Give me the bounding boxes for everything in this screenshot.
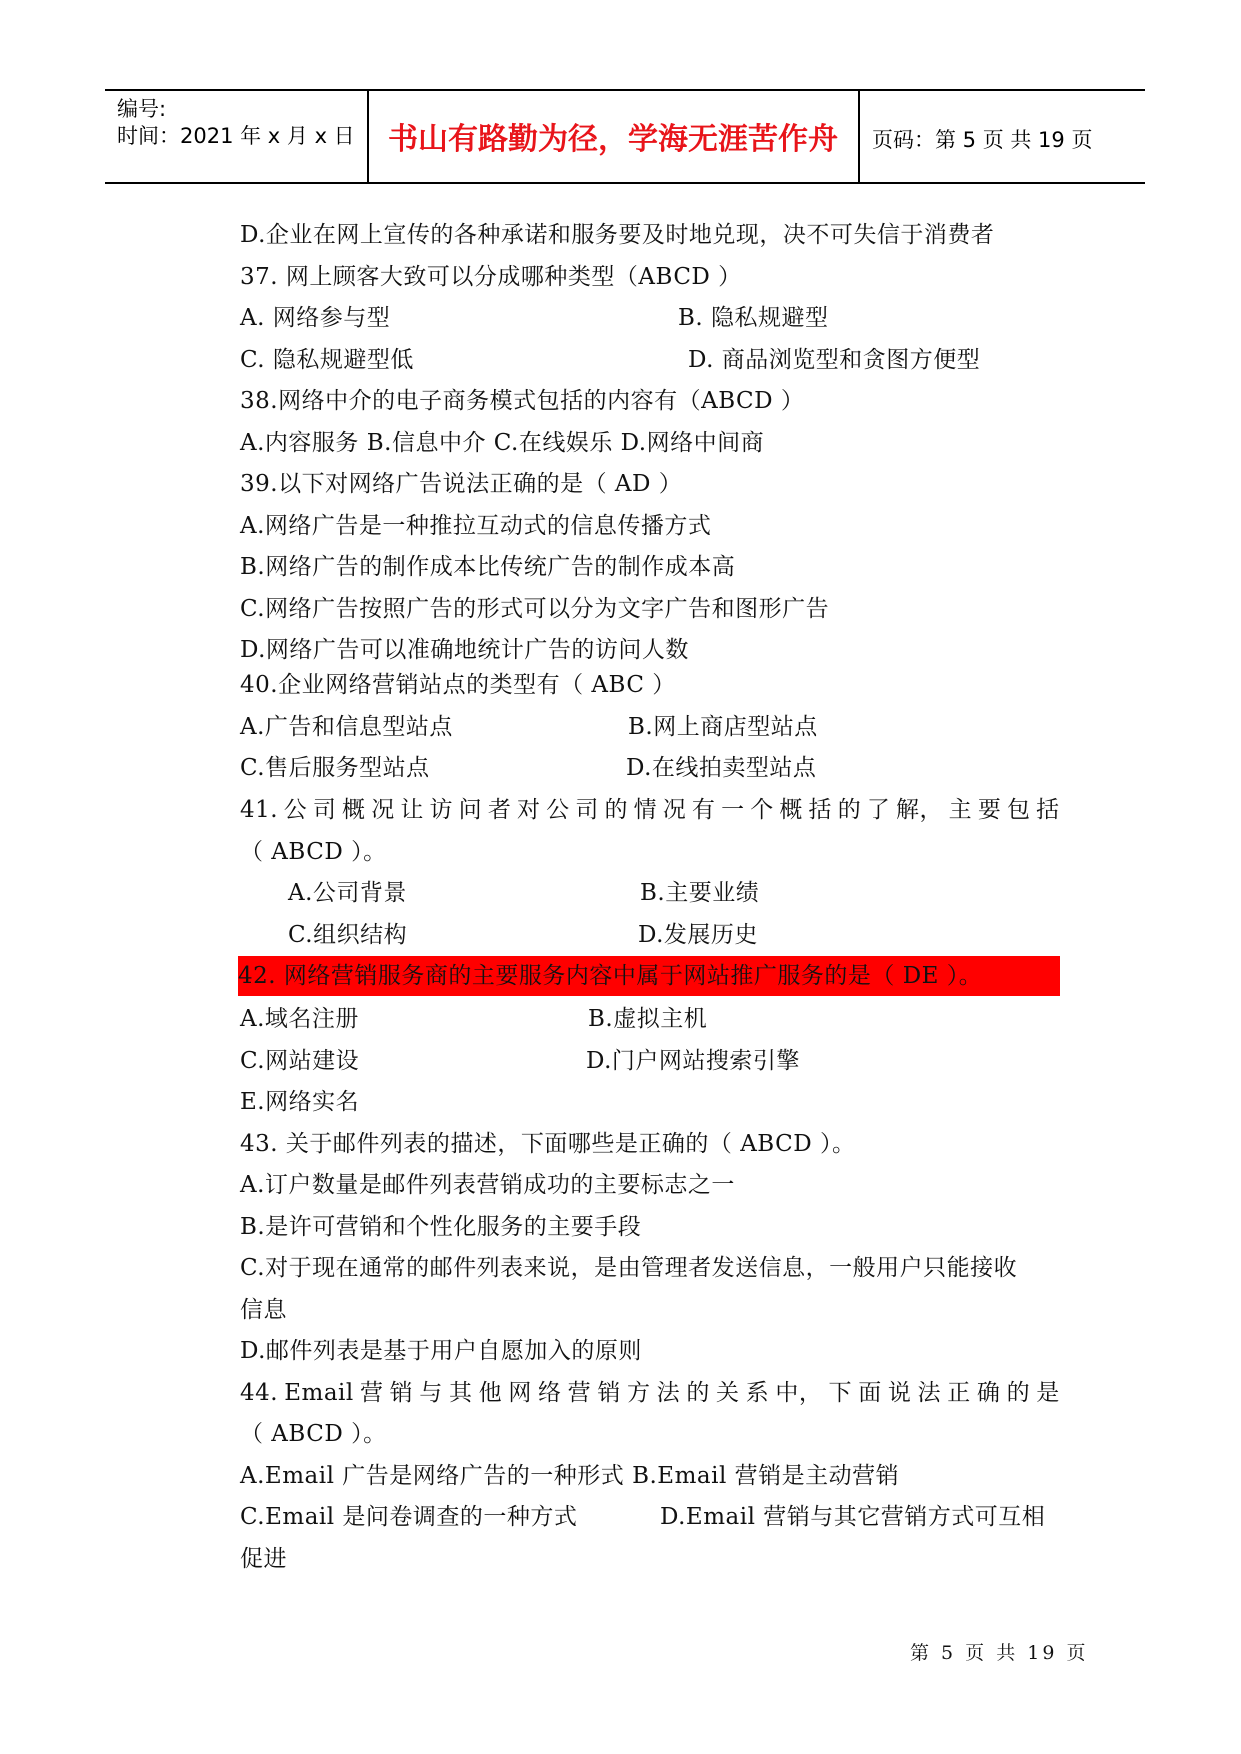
question-44-option-d-cont: 促进 [240,1546,287,1572]
question-39-option-b: B.网络广告的制作成本比传统广告的制作成本高 [240,554,736,580]
question-39: 39.以下对网络广告说法正确的是（ AD ） [240,471,683,497]
q44-part: 下 [828,1380,853,1406]
question-41 [240,795,1060,825]
q41-part: 问 [458,797,483,823]
option-a: A.域名注册 [240,1006,359,1032]
option-b: B. 隐私规避型 [678,305,829,331]
question-42-options-row2 [240,1046,800,1076]
q44-part: 与 [419,1380,443,1406]
header-bottom-rule [105,182,1145,184]
q44-part: 络 [537,1380,562,1406]
q41-part: 括 [808,797,833,823]
q44-part: 确 [976,1380,1001,1406]
question-39-option-c: C.网络广告按照广告的形式可以分为文字广告和图形广告 [240,596,830,622]
question-37: 37. 网上顾客大致可以分成哪种类型（ABCD ） [240,264,742,290]
q41-part: 41. [240,797,279,823]
question-41-answer: （ ABCD ）。 [240,839,387,865]
question-43-option-c-cont: 信息 [240,1297,287,1323]
q41-part: 公 [546,797,570,823]
q41-part: 让 [400,797,424,823]
q44-part: 他 [478,1380,503,1406]
option-d: D.Email 营销与其它营销方式可互相 [660,1504,1046,1530]
q41-part: 司 [575,797,599,823]
q44-part: 的 [686,1380,710,1406]
question-39-option-d: D.网络广告可以准确地统计广告的访问人数 [240,637,689,663]
q41-part: 主 [948,797,973,823]
time-label: 时间：2021 年 x 月 x 日 [117,124,355,148]
q41-part: 要 [977,797,1002,823]
q41-part: 司 [312,797,337,823]
serial-label: 编号: [117,97,167,121]
q44-part: 方 [627,1380,651,1406]
q44-part: 销 [597,1380,621,1406]
option-d: D.在线拍卖型站点 [626,755,817,781]
motto-title: 书山有路勤为径，学海无涯苦作舟 [388,122,838,157]
q44-part: 44. [240,1380,279,1406]
question-41-options-row2 [288,920,758,950]
q44-part: 正 [947,1380,971,1406]
option-a: A. 网络参与型 [240,305,391,331]
question-38: 38.网络中介的电子商务模式包括的内容有（ABCD ） [240,388,805,414]
question-43-option-a: A.订户数量是邮件列表营销成功的主要标志之一 [240,1172,735,1198]
q41-part: 的 [604,797,628,823]
q41-part: 一 [721,797,745,823]
q41-part: 公 [283,797,308,823]
question-44 [240,1378,1060,1408]
option-d: D. 商品浏览型和贪图方便型 [688,347,981,373]
q44-part: 营 [359,1380,384,1406]
question-43: 43. 关于邮件列表的描述，下面哪些是正确的（ ABCD ）。 [240,1131,856,1157]
question-42-option-e: E.网络实名 [240,1089,360,1115]
option-c: C.Email 是问卷调查的一种方式 [240,1504,578,1530]
header-divider-right [858,90,860,182]
q41-part: 括 [1036,797,1060,823]
option-b: B.虚拟主机 [588,1006,708,1032]
option-c: C.售后服务型站点 [240,755,430,781]
q41-part: 概 [779,797,803,823]
q41-part: 了 [866,797,891,823]
question-37-options-row2 [240,345,981,375]
page-label: 页码：第 5 页 共 19 页 [872,128,1093,152]
question-38-options: A.内容服务 B.信息中介 C.在线娱乐 D.网络中间商 [240,430,765,456]
q41-part: 概 [342,797,366,823]
q44-part: 是 [1036,1380,1060,1406]
page-footer: 第 5 页 共 19 页 [910,1642,1089,1664]
q41-part: 有 [691,797,716,823]
header-top-rule [105,89,1145,91]
q41-part: 情 [633,797,658,823]
question-43-option-b: B.是许可营销和个性化服务的主要手段 [240,1214,642,1240]
question-43-option-c: C.对于现在通常的邮件列表来说，是由管理者发送信息，一般用户只能接收 [240,1255,1018,1281]
q44-part: 中， [775,1380,823,1406]
option-b: B.网上商店型站点 [628,714,818,740]
q44-part: 法 [917,1380,942,1406]
question-42-options-row1 [240,1004,708,1034]
question-36-option-d: D.企业在网上宣传的各种承诺和服务要及时地兑现，决不可失信于消费者 [240,222,995,248]
q41-part: 对 [516,797,541,823]
option-b: B.主要业绩 [640,880,760,906]
option-a: A.公司背景 [288,880,407,906]
question-41-options-row1 [288,878,760,908]
option-d: D.门户网站搜索引擎 [586,1048,800,1074]
option-c: C. 隐私规避型低 [240,347,414,373]
option-c: C.组织结构 [288,922,408,948]
question-40: 40.企业网络营销站点的类型有（ ABC ） [240,672,676,698]
q41-part: 况 [662,797,687,823]
q44-part: Email [284,1380,354,1406]
question-44-options-row1: A.Email 广告是网络广告的一种形式 B.Email 营销是主动营销 [240,1463,900,1489]
q41-part: 的 [837,797,862,823]
question-40-options-row1 [240,712,818,742]
question-39-option-a: A.网络广告是一种推拉互动式的信息传播方式 [240,513,712,539]
question-37-options-row1 [240,303,829,333]
q44-part: 法 [656,1380,681,1406]
option-d: D.发展历史 [638,922,758,948]
question-44-answer: （ ABCD ）。 [240,1421,387,1447]
q41-part: 个 [750,797,774,823]
question-40-options-row2 [240,753,817,783]
q41-part: 访 [429,797,454,823]
question-44-options-row2 [240,1502,1046,1532]
q44-part: 系 [745,1380,770,1406]
q44-part: 网 [508,1380,532,1406]
option-a: A.广告和信息型站点 [240,714,453,740]
q44-part: 其 [448,1380,473,1406]
option-c: C.网站建设 [240,1048,360,1074]
question-43-option-d: D.邮件列表是基于用户自愿加入的原则 [240,1338,642,1364]
q44-part: 的 [1006,1380,1031,1406]
q41-part: 包 [1006,797,1031,823]
q44-part: 说 [887,1380,912,1406]
question-42-highlighted: 42. 网络营销服务商的主要服务内容中属于网站推广服务的是（ DE ）。 [238,956,1060,996]
q44-part: 面 [858,1380,882,1406]
q44-part: 销 [389,1380,414,1406]
q41-part: 解， [896,797,944,823]
q44-part: 关 [716,1380,740,1406]
q44-part: 营 [567,1380,592,1406]
q41-part: 况 [371,797,395,823]
q41-part: 者 [487,797,512,823]
